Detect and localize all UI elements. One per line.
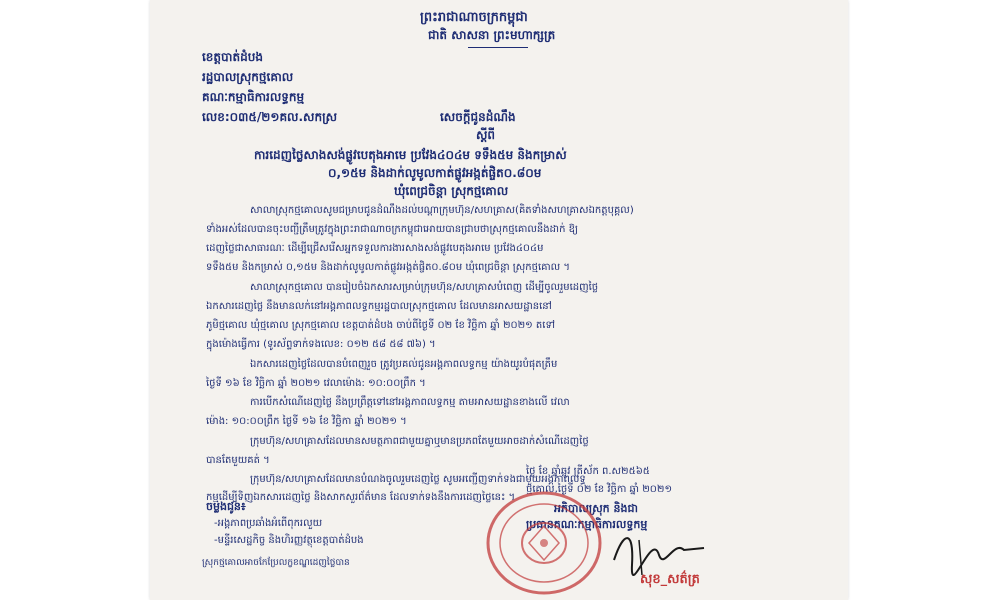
body-line: ទាំងអស់ដែលបានចុះបញ្ជីត្រឹមត្រូវក្នុងព្រះរាជាណាចក្រកម្ពុជាអោយបានជ្រាបថាស្រុកថ្មគោលនឹងដាក់ ឱ្យ [206, 224, 578, 235]
notice-about: ស្តីពី [476, 128, 496, 142]
body-line: បានតែមួយគត់ ។ [206, 455, 270, 466]
signatory-title-2: ប្រធានគណៈកម្មាធិការលទ្ធកម្ម [526, 518, 648, 531]
body-line: ឯកសារដេញថ្លៃ នឹងមានលក់នៅអង្គភាពលទ្ធកម្មរដ្ឋបាលស្រុកថ្មគោល ដែលមានអាសយដ្ឋាននៅ [206, 301, 552, 312]
notice-title-line2: ០,១៥ម និងដាក់លូមូលកាត់ផ្លូវអង្កត់ផ្ចិត០.៨០ម [328, 166, 542, 180]
kingdom-title: ព្រះរាជាណាចក្រកម្ពុជា [420, 10, 528, 25]
body-line: ដេញថ្លៃជាសាធារណៈ ដើម្បីជ្រើសរើសអ្នកទទួលការងារសាងសង់ផ្លូវបេតុងអាមេ ប្រវែង៤០៤ម [206, 243, 544, 254]
body-line: ក្នុងម៉ោងធ្វើការ (ទូរស័ព្ទទាក់ទងលេខ: ០១២ ៥៨ ៥៨ ៧៦) ។ [206, 339, 436, 350]
body-line: សាលាស្រុកថ្មគោល បានរៀបចំឯកសារសម្រាប់ក្រុមហ៊ុន/សហគ្រាសបំពេញ ដើម្បីចូលរួមដេញថ្លៃ [250, 282, 599, 293]
sender-province: ខេត្តបាត់ដំបង [202, 50, 263, 64]
document-sheet [150, 0, 848, 600]
recipients-heading: ចម្លងជូន៖ [206, 500, 246, 513]
signatory-title-1: អភិបាលស្រុក និងជា [554, 502, 638, 515]
national-motto: ជាតិ សាសនា ព្រះមហាក្សត្រ [428, 28, 556, 42]
notice-label: សេចក្តីជូនដំណឹង [440, 110, 516, 124]
sender-committee: គណៈកម្មាធិការលទ្ធកម្ម [202, 90, 305, 104]
body-line: ម៉ោង: ១០:០០ព្រឹក ថ្ងៃទី ១៦ ខែ វិច្ឆិកា ឆ្នាំ ២០២១ ។ [206, 416, 407, 427]
signatory-name: សុខ_សត៌ត្រ [640, 572, 700, 587]
recipient-item: -អង្គភាពប្រឆាំងអំពើពុករលួយ [214, 518, 323, 529]
place-date: ថ្មគោល,ថ្ងៃទី ០២ ខែ វិច្ឆិកា ឆ្នាំ ២០២១ [526, 484, 673, 495]
official-seal-icon [484, 488, 604, 598]
reference-number: លេខ:០៣៥/២១គល.សកស្រ [202, 110, 338, 124]
body-line: កម្មដើម្បីទិញឯកសារដេញថ្លៃ និងសាកសួរព័ត៌មាន ដែលទាក់ទងនឹងការដេញថ្លៃនេះ ។ [206, 492, 516, 503]
notice-title-line1: ការដេញថ្លៃសាងសង់ផ្លូវបេតុងអាមេ ប្រវែង៤០៤ម ទទឹង៥ម និងកម្រាស់ [254, 148, 567, 162]
body-line: ឯកសារដេញថ្លៃដែលបានបំពេញរួច ត្រូវប្រគល់ជូនអង្គភាពលទ្ធកម្ម យ៉ាងយូរបំផុតត្រឹម [250, 359, 558, 370]
lunar-date: ថ្ងៃ ខែ ឆ្នាំឆ្លូវ ត្រីស័ក ព.ស២៥៦៥ [526, 466, 650, 477]
body-line: ការបើកសំណើដេញថ្លៃ នឹងប្រព្រឹត្តទៅនៅអង្គភាពលទ្ធកម្ម តាមអាសយដ្ឋានខាងលើ វេលា [250, 397, 570, 408]
footer-note: ស្រុកថ្មគោលអាចកែប្រែលក្ខខណ្ឌដេញថ្លៃបាន [202, 558, 350, 568]
motto-rule [468, 47, 528, 48]
notice-title-line3: ឃុំពេជ្រចិន្តា ស្រុកថ្មគោល [394, 184, 509, 198]
sender-district: រដ្ឋបាលស្រុកថ្មគោល [202, 70, 294, 84]
body-line: សាលាស្រុកថ្មគោលសូមជម្រាបជូនដំណឹងដល់បណ្តាក្រុមហ៊ុន/សហគ្រាស(គិតទាំងសហគ្រាសឯកត្តបុគ្គល) [250, 205, 634, 216]
body-line: ក្រុមហ៊ុន/សហគ្រាសដែលមានបំណងចូលរួមដេញថ្លៃ សូមអញ្ជើញទាក់ទងជាមួយអង្គភាពលទ្ធ [250, 474, 586, 485]
signature-icon [604, 520, 714, 580]
body-line: ភូមិថ្មគោល ឃុំថ្មគោល ស្រុកថ្មគោល ខេត្តបាត់ដំបង ចាប់ពីថ្ងៃទី ០២ ខែ វិច្ឆិកា ឆ្នាំ ២០២១ តទៅ [206, 320, 555, 331]
recipient-item: -មន្ទីរសេដ្ឋកិច្ច និងហិរញ្ញវត្ថុខេត្តបាត់ដំបង [214, 535, 364, 546]
body-line: ថ្ងៃទី ១៦ ខែ វិច្ឆិកា ឆ្នាំ ២០២១ វេលាម៉ោង: ១០:០០ព្រឹក ។ [206, 378, 426, 389]
body-line: ក្រុមហ៊ុន/សហគ្រាសដែលមានសមត្ថភាពជាមួយគ្នាឬមានប្រភពតែមួយអាចដាក់សំណើដេញថ្លៃ [250, 436, 589, 447]
body-line: ទទឹង៥ម និងកម្រាស់ ០,១៥ម និងដាក់លូមូលកាត់ផ្លូវអង្កត់ផ្ចិត០.៨០ម ឃុំពេជ្រចិន្តា ស្រុកថ្មគោល ។ [206, 262, 570, 273]
